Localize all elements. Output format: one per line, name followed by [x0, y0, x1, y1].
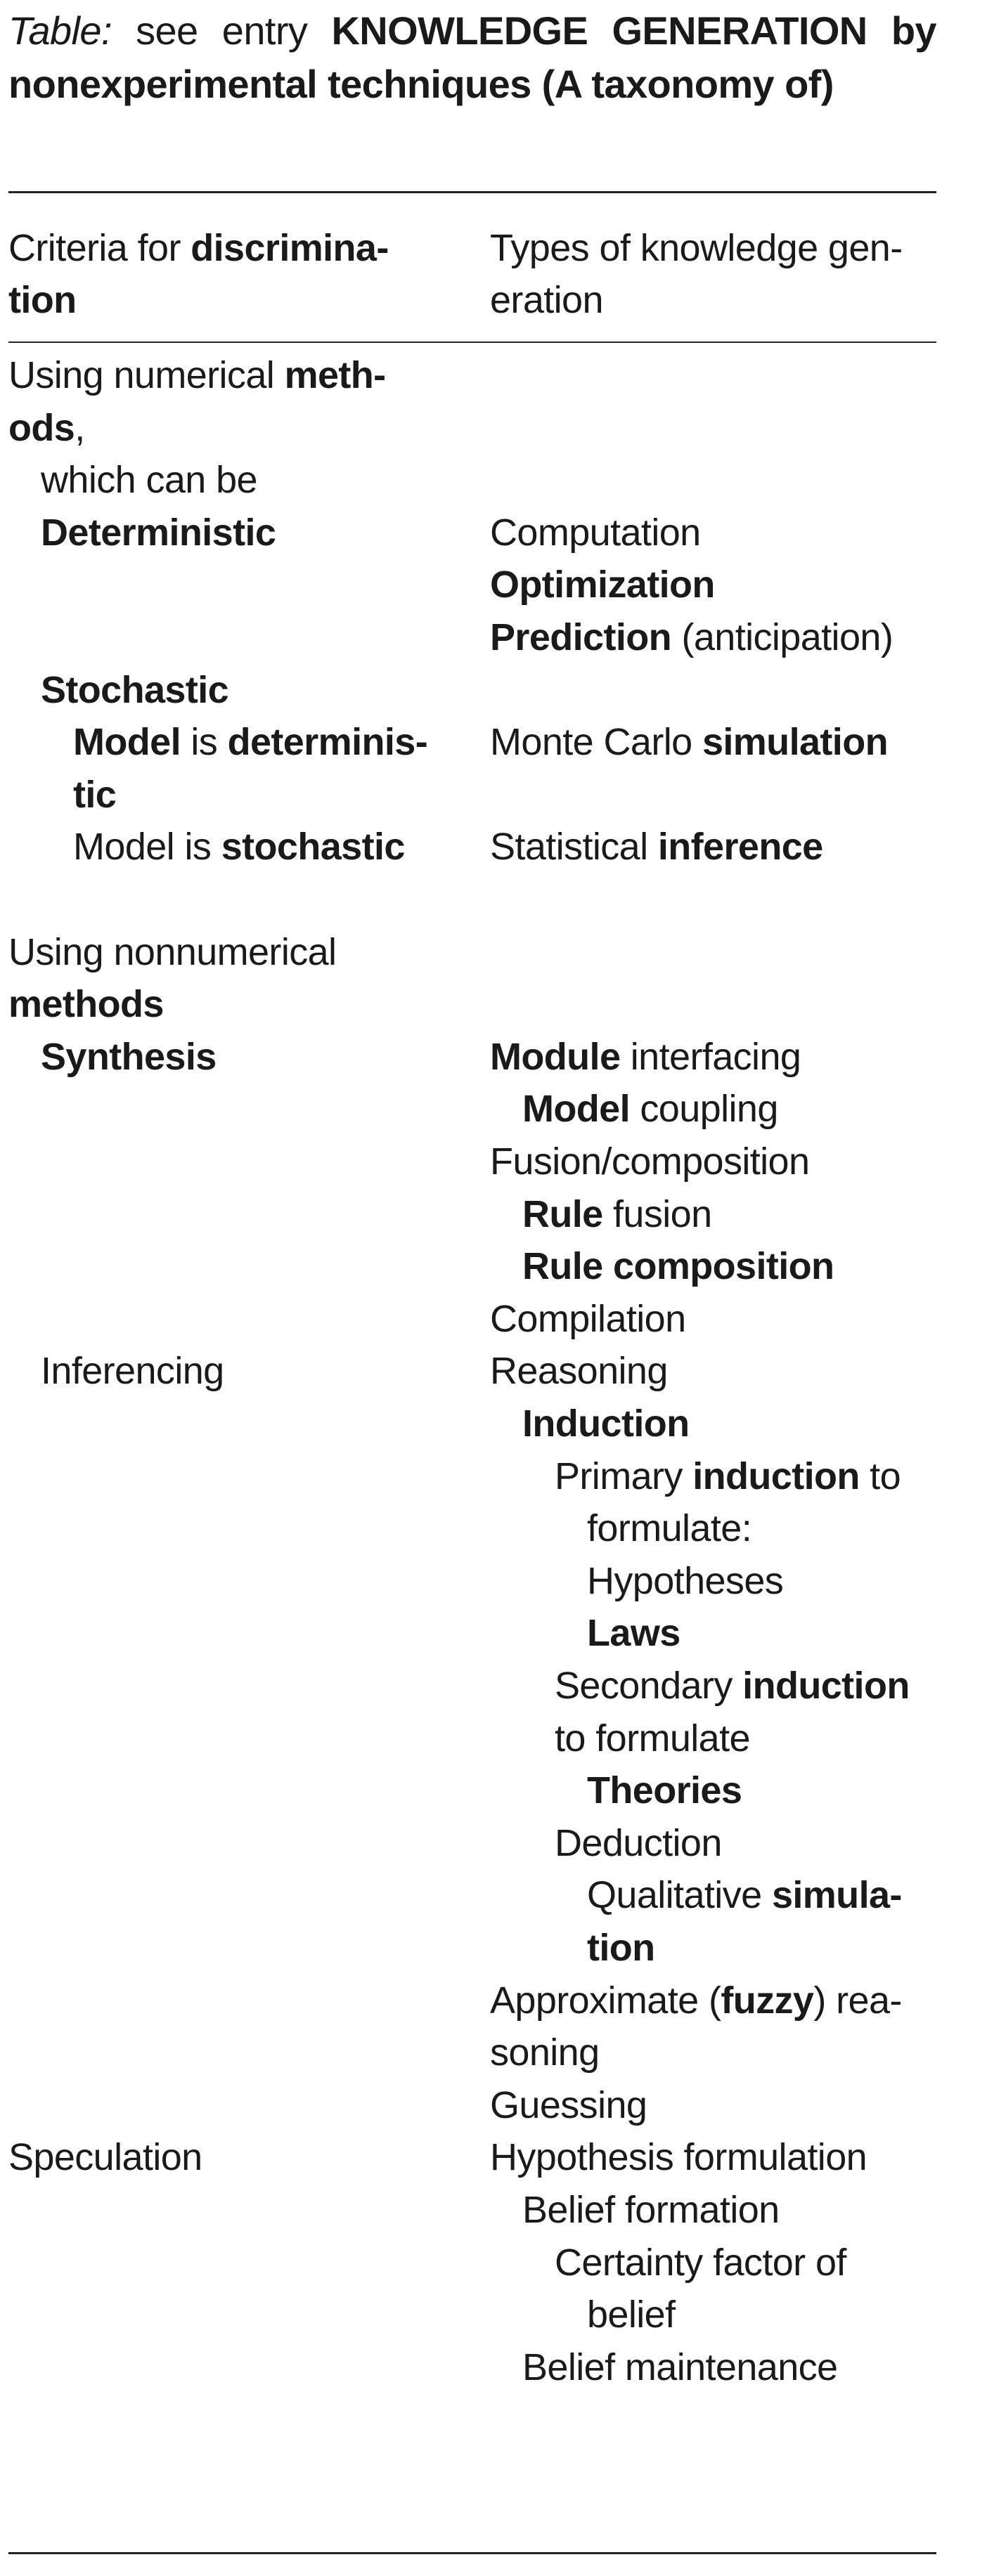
criteria-text: Model is [73, 826, 221, 869]
type-text: Reasoning [490, 1350, 668, 1393]
criteria-text: determinis- [227, 721, 428, 764]
type-text: Deduction [555, 1821, 722, 1864]
criteria-text: which can be [41, 459, 257, 502]
type-text: formulate: [587, 1507, 752, 1550]
type-line [490, 1136, 809, 1188]
header-rule [8, 341, 936, 343]
type-line [587, 1555, 783, 1607]
header-criteria [8, 222, 458, 326]
type-text: to [859, 1455, 901, 1497]
type-text: Guessing [490, 2083, 647, 2126]
type-text: Fusion/composition [490, 1140, 810, 1183]
type-text: Qualitative [587, 1874, 772, 1917]
type-line [490, 2079, 647, 2131]
type-text: Theories [587, 1769, 742, 1812]
type-line [490, 1031, 801, 1083]
type-text: Certainty factor of [555, 2241, 846, 2284]
type-text: coupling [630, 1088, 778, 1131]
type-text: simula- [771, 1874, 902, 1917]
criteria-line [41, 1031, 217, 1083]
type-line [555, 1450, 901, 1502]
header-criteria-text: Criteria for [8, 227, 191, 269]
type-line [490, 821, 823, 873]
type-line [522, 2341, 838, 2393]
type-text: inference [657, 826, 823, 869]
criteria-line [8, 349, 386, 401]
criteria-text: ods [8, 406, 75, 449]
type-text: induction [692, 1455, 860, 1497]
type-text: (anticipation) [671, 616, 894, 658]
type-text: Secondary [555, 1665, 743, 1707]
type-line [490, 1293, 686, 1345]
type-line [522, 1240, 834, 1292]
type-text: Belief maintenance [522, 2346, 838, 2388]
type-line [522, 1398, 690, 1450]
criteria-text: Using numerical [8, 354, 285, 396]
criteria-text: Deterministic [41, 511, 276, 554]
type-text: Induction [522, 1403, 690, 1445]
type-line [490, 611, 893, 663]
type-text: Hypothesis formulation [490, 2136, 867, 2179]
type-line [490, 559, 715, 611]
type-line [587, 1869, 902, 1921]
type-line [522, 1188, 712, 1240]
criteria-text: Using nonnumerical [8, 930, 337, 973]
header-types-text: Types of knowledge gen- [490, 227, 903, 269]
type-text: induction [742, 1665, 910, 1707]
type-line [555, 1660, 910, 1712]
criteria-line [8, 2131, 202, 2183]
criteria-text: Synthesis [41, 1035, 217, 1078]
criteria-text: Speculation [8, 2136, 202, 2179]
type-text: Rule [522, 1192, 603, 1235]
type-line [555, 1712, 750, 1764]
criteria-text: , [75, 406, 85, 449]
type-text: fusion [602, 1192, 712, 1235]
type-text: to formulate [555, 1717, 750, 1759]
type-text: tion [587, 1927, 655, 1969]
type-text: Statistical [490, 826, 658, 869]
criteria-line [73, 821, 405, 873]
type-text: Optimization [490, 564, 715, 606]
type-line [490, 1975, 902, 2027]
type-line [587, 1764, 742, 1816]
type-text: Prediction [490, 616, 672, 658]
criteria-line [73, 716, 427, 768]
type-line [587, 1502, 751, 1554]
caption-see-entry: see entry [111, 8, 332, 53]
type-line [490, 716, 888, 768]
type-text: Model [522, 1088, 630, 1131]
criteria-text: Stochastic [41, 668, 229, 711]
criteria-line [8, 978, 164, 1030]
criteria-text: stochastic [221, 826, 405, 869]
type-text: Rule composition [522, 1245, 834, 1288]
caption-title: KNOWLEDGE GENERATION by nonexperimental techniques (A taxonomy of) [8, 8, 936, 106]
criteria-text: is [181, 721, 228, 764]
caption-prefix: Table: [8, 8, 112, 53]
header-criteria-line2: tion [8, 279, 77, 321]
type-line [490, 1345, 668, 1397]
type-line [555, 2237, 846, 2289]
type-line [555, 1817, 722, 1869]
type-text: ) rea- [813, 1979, 902, 2022]
type-text: Compilation [490, 1297, 686, 1340]
criteria-text: tic [73, 773, 117, 816]
type-text: interfacing [620, 1035, 801, 1078]
type-text: Hypotheses [587, 1559, 784, 1602]
criteria-line [73, 769, 116, 821]
criteria-line [41, 507, 276, 559]
type-line [587, 1922, 655, 1974]
criteria-line [8, 926, 336, 978]
table-caption [8, 4, 936, 111]
type-text: Monte Carlo [490, 721, 702, 764]
header-criteria-bold: discrimina- [191, 227, 389, 269]
top-rule [8, 191, 936, 193]
type-text: soning [490, 2031, 600, 2074]
type-text: Primary [555, 1455, 693, 1497]
criteria-line [8, 402, 85, 454]
type-line [587, 2289, 676, 2341]
header-types [490, 222, 940, 326]
criteria-text: methods [8, 983, 164, 1026]
type-text: Computation [490, 511, 701, 554]
type-line [490, 507, 701, 559]
type-text: Belief formation [522, 2189, 780, 2231]
type-text: Laws [587, 1612, 680, 1655]
type-text: Approximate ( [490, 1979, 721, 2022]
criteria-text: Inferencing [41, 1350, 224, 1393]
header-types-line2: eration [490, 279, 603, 321]
criteria-line [41, 1345, 224, 1397]
type-line [587, 1607, 680, 1659]
bottom-rule [8, 2552, 936, 2554]
type-line [490, 2027, 600, 2079]
type-text: fuzzy [721, 1979, 814, 2022]
type-line [522, 2184, 780, 2236]
criteria-line [41, 454, 257, 506]
criteria-text: Model [73, 721, 181, 764]
type-line [522, 1083, 778, 1135]
type-text: simulation [702, 721, 888, 764]
criteria-text: meth- [284, 354, 386, 396]
type-text: Module [490, 1035, 621, 1078]
type-text: belief [587, 2294, 676, 2336]
type-line [490, 2131, 867, 2183]
criteria-line [41, 664, 228, 716]
